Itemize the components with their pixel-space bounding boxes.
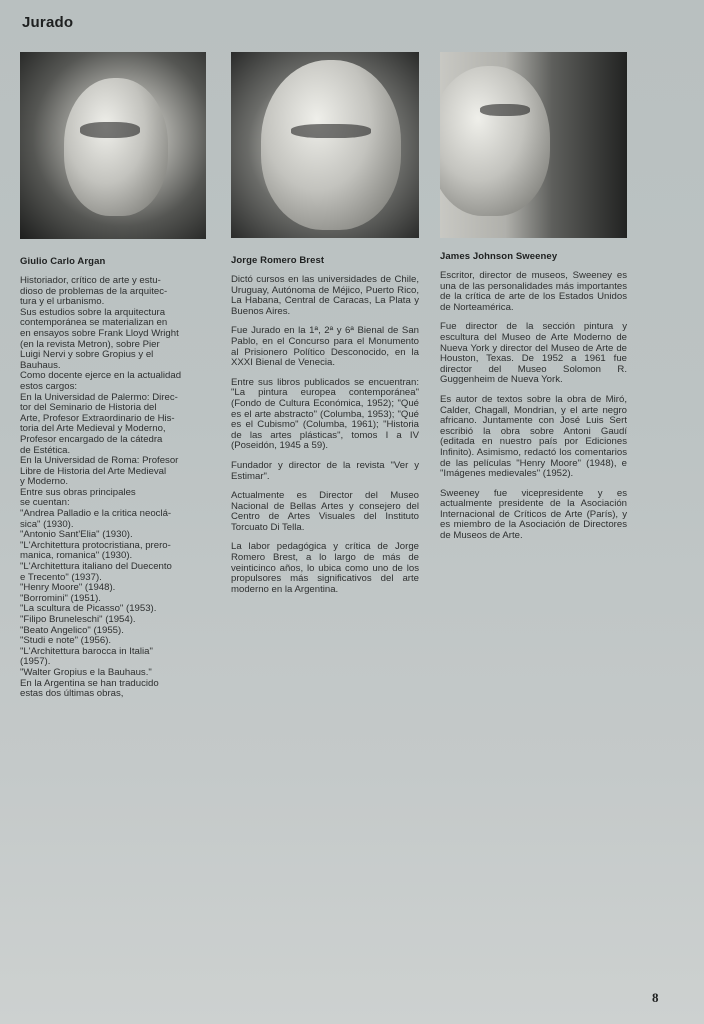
bio-line: manica, romanica" (1930). — [20, 550, 133, 562]
portrait-glasses-shadow — [80, 122, 140, 138]
bio-paragraph: Es autor de textos sobre la obra de Miró, Calder, Chagall, Mondrian, y el arte negro africano. Juntamente con José Luis Sert escribió la obra sobre Antoni Gaudí (editada en nuestro país por Ediciones Infinito). Asimismo, redactó los comentarios de las películas "Henry Moore" (1948), e "Imágenes medievales" (1952). — [440, 393, 627, 480]
bio-line: tura y el urbanismo. — [20, 296, 105, 308]
bio-line: Bauhaus. — [20, 359, 61, 371]
bio-paragraph: Dictó cursos en las universidades de Chile, Uruguay, Autónoma de Méjico, Puerto Rico, La Habana, Central de Caracas, La Plata y Buenos Aires. — [231, 274, 419, 317]
bio-paragraph: Entre sus libros publicados se encuentran: "La pintura europea contemporánea" (Fondo de Cultura Económica, 1952); "Qué es el arte abstracto" (Columba, 1953); "Qué es el Cubismo" (Columba, 1961); "Historia de las artes plásticas", tomos I a IV (Poseidón, 1945 a 59). — [231, 376, 419, 452]
juror-column-sweeney — [440, 52, 627, 551]
bio-line: Sus estudios sobre la arquitectura — [20, 306, 166, 318]
juror-photo-sweeney — [440, 52, 627, 238]
juror-name: Jorge Romero Brest — [231, 255, 325, 266]
bio-line: "Beato Angelico" (1955). — [20, 624, 124, 636]
bio-line: "L'Architettura italiano del Duecento — [20, 561, 172, 573]
bio-line: Luigi Nervi y sobre Gropius y el — [20, 349, 154, 361]
bio-line: "Henry Moore" (1948). — [20, 582, 116, 594]
portrait-head — [261, 60, 401, 230]
bio-line: "Studi e note" (1956). — [20, 635, 112, 647]
bio-line: estas dos últimas obras, — [20, 688, 124, 700]
bio-line: Arte, Profesor Extraordinario de His- — [20, 412, 175, 424]
bio-line: de Estética. — [20, 444, 71, 456]
bio-line: estos cargos: — [20, 380, 78, 392]
bio-line: en ensayos sobre Frank Lloyd Wright — [20, 327, 179, 339]
bio-paragraph: Actualmente es Director del Museo Nacional de Bellas Artes y consejero del Centro de Artes Visuales del Instituto Torcuato Di Tella. — [231, 490, 419, 533]
juror-bio — [231, 275, 419, 595]
bio-paragraph: Fue director de la sección pintura y escultura del Museo de Arte Moderno de Nueva York y director del Museo de Arte de Houston, Texas. De 1952 a 1961 fue director del Museo Solomon R. Guggenheim de Nueva York. — [440, 321, 627, 386]
bio-line: se cuentan: — [20, 497, 70, 509]
bio-line: "La scultura de Picasso" (1953). — [20, 603, 157, 615]
bio-line: En la Argentina se han traducido — [20, 677, 159, 689]
bio-paragraph: Fue Jurado en la 1ª, 2ª y 6ª Bienal de San Pablo, en el Concurso para el Monumento al Prisionero Político Desconocido, en la XXXI Bienal de Venecia. — [231, 325, 419, 369]
bio-line: e Trecento" (1937). — [20, 571, 102, 583]
bio-line: "L'Architettura barocca in Italia" — [20, 645, 153, 657]
bio-line: sica" (1930). — [20, 518, 74, 530]
portrait-head — [64, 78, 168, 216]
bio-line: En la Universidad de Palermo: Direc- — [20, 391, 178, 403]
page-number: 8 — [652, 990, 659, 1005]
portrait-eye-shadow — [480, 104, 530, 116]
juror-column-argan — [20, 52, 206, 700]
bio-line: Profesor encargado de la cátedra — [20, 433, 163, 445]
juror-column-romero-brest — [231, 52, 419, 604]
page-title: Jurado — [22, 14, 74, 31]
bio-line: "Filipo Bruneleschi" (1954). — [20, 614, 136, 625]
bio-line: tor del Seminario de Historia del — [20, 402, 157, 414]
bio-line: Entre sus obras principales — [20, 486, 136, 498]
bio-line: (1957). — [20, 656, 51, 668]
juror-photo-argan — [20, 52, 206, 239]
juror-name: Giulio Carlo Argan — [20, 256, 106, 267]
bio-line: "Walter Gropius e la Bauhaus." — [20, 666, 152, 678]
bio-line: En la Universidad de Roma: Profesor — [20, 455, 179, 467]
juror-photo-romero-brest — [231, 52, 419, 238]
bio-line: (en la revista Metron), sobre Pier — [20, 338, 160, 350]
bio-line: "Antonio Sant'Elia" (1930). — [20, 529, 133, 541]
bio-line: "Andrea Palladio e la critica neoclá- — [20, 508, 172, 520]
bio-paragraph: Fundador y director de la revista "Ver y Estimar". — [231, 459, 419, 482]
bio-line: "Borromini" (1951). — [20, 592, 101, 604]
bio-paragraph: La labor pedagógica y crítica de Jorge Romero Brest, a lo largo de más de veinticinco años, lo ubica como uno de los propulsores más significativos del arte moderno en la Argentina. — [231, 541, 419, 595]
juror-name: James Johnson Sweeney — [440, 251, 558, 262]
bio-line: y Moderno. — [20, 476, 68, 488]
juror-bio — [440, 271, 627, 542]
portrait-eye-shadow — [291, 124, 371, 138]
portrait-head — [440, 66, 550, 216]
bio-line: Libre de Historia del Arte Medieval — [20, 465, 167, 477]
bio-line: "L'Architettura protocristiana, prero- — [20, 539, 171, 551]
juror-bio — [20, 276, 206, 700]
bio-line: toria del Arte Medieval y Moderno, — [20, 423, 166, 435]
bio-line: Como docente ejerce en la actualidad — [20, 370, 182, 382]
bio-paragraph: Sweeney fue vicepresidente y es actualmente presidente de la Asociación Internacional de Críticos de Arte (París), y es miembro de la Asociación de Directores de Museos de Arte. — [440, 487, 627, 542]
bio-line: Historiador, crítico de arte y estu- — [20, 275, 161, 286]
bio-line: dioso de problemas de la arquitec- — [20, 285, 168, 297]
bio-paragraph: Escritor, director de museos, Sweeney es una de las personalidades más importantes de la crítica de arte de los Estados Unidos de Norteamérica. — [440, 270, 627, 313]
bio-line: contemporánea se materializan en — [20, 317, 168, 329]
